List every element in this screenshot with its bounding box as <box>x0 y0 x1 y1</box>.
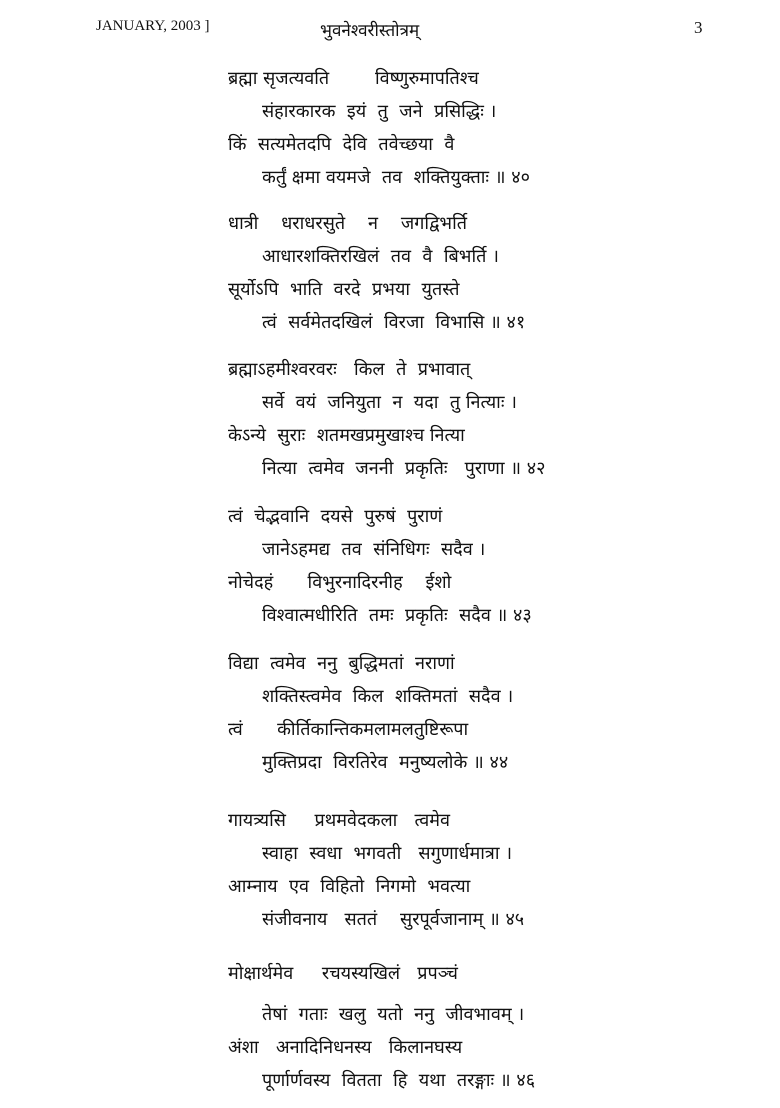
verse-line: किं सत्यमेतदपि देवि तवेच्छया वै <box>228 134 455 155</box>
verse-stanza <box>228 804 768 936</box>
verse-line: स्वाहा स्वधा भगवती सगुणार्धमात्रा । <box>262 843 513 864</box>
header-date: JANUARY, 2003 ] <box>96 18 210 34</box>
verse-line: नित्या त्वमेव जननी प्रकृतिः पुराणा ॥ ४२ <box>262 458 546 479</box>
verse-line: गायत्र्यसि प्रथमवेदकला त्वमेव <box>228 810 451 831</box>
verse-stanza <box>228 353 768 485</box>
verse-line: संजीवनाय सततं सुरपूर्वजानाम् ॥ ४५ <box>262 909 525 930</box>
verse-line: विद्या त्वमेव ननु बुद्धिमतां नराणां <box>228 653 455 674</box>
verse-line: पूर्णार्णवस्य वितता हि यथा तरङ्गाः ॥ ४६ <box>262 1070 536 1091</box>
verse-line: ब्रह्माऽहमीश्वरवरः किल ते प्रभावात् <box>228 359 471 380</box>
verse-line: मुक्तिप्रदा विरतिरेव मनुष्यलोके ॥ ४४ <box>262 752 509 773</box>
verse-line: त्वं चेद्भवानि दयसे पुरुषं पुराणं <box>228 506 443 527</box>
verse-stanza <box>228 62 768 194</box>
verse-line: जानेऽहमद्य तव संनिधिगः सदैव । <box>262 539 486 560</box>
verse-stanza <box>228 957 768 1097</box>
verse-stanza <box>228 207 768 339</box>
verse-line: नोचेदहं विभुरनादिरनीह ईशो <box>228 572 452 593</box>
verse-stanza <box>228 500 768 632</box>
page-number: 3 <box>694 18 703 37</box>
verse-line: सर्वे वयं जनियुता न यदा तु नित्याः । <box>262 392 517 413</box>
verse-line: मोक्षार्थमेव रचयस्यखिलं प्रपञ्चं <box>228 963 458 984</box>
verse-line: अंशा अनादिनिधनस्य किलानघस्य <box>228 1037 463 1058</box>
verse-line: आधारशक्तिरखिलं तव वै बिभर्ति । <box>262 246 499 267</box>
verse-line: संहारकारक इयं तु जने प्रसिद्धिः । <box>262 101 497 122</box>
verse-stanza <box>228 647 768 779</box>
verse-line: विश्वात्मधीरिति तमः प्रकृतिः सदैव ॥ ४३ <box>262 605 532 626</box>
verse-line: ब्रह्मा सृजत्यवति विष्णुरुमापतिश्च <box>228 68 479 89</box>
verse-line: धात्री धराधरसुते न जगद्विभर्ति <box>228 213 468 234</box>
verse-line: आम्नाय एव विहितो निगमो भवत्या <box>228 876 471 897</box>
header-title: भुवनेश्वरीस्तोत्रम् <box>320 21 420 41</box>
verse-line: केऽन्ये सुराः शतमखप्रमुखाश्च नित्या <box>228 425 465 446</box>
verse-line: त्वं कीर्तिकान्तिकमलामलतुष्टिरूपा <box>228 719 469 740</box>
verse-line: त्वं सर्वमेतदखिलं विरजा विभासि ॥ ४१ <box>262 312 526 333</box>
verse-line: कर्तुं क्षमा वयमजे तव शक्तियुक्ताः ॥ ४० <box>262 167 530 188</box>
verse-line: शक्तिस्त्वमेव किल शक्तिमतां सदैव । <box>262 686 514 707</box>
verse-line: तेषां गताः खलु यतो ननु जीवभावम् । <box>262 1004 525 1025</box>
verse-line: सूर्योऽपि भाति वरदे प्रभया युतस्ते <box>228 279 460 300</box>
